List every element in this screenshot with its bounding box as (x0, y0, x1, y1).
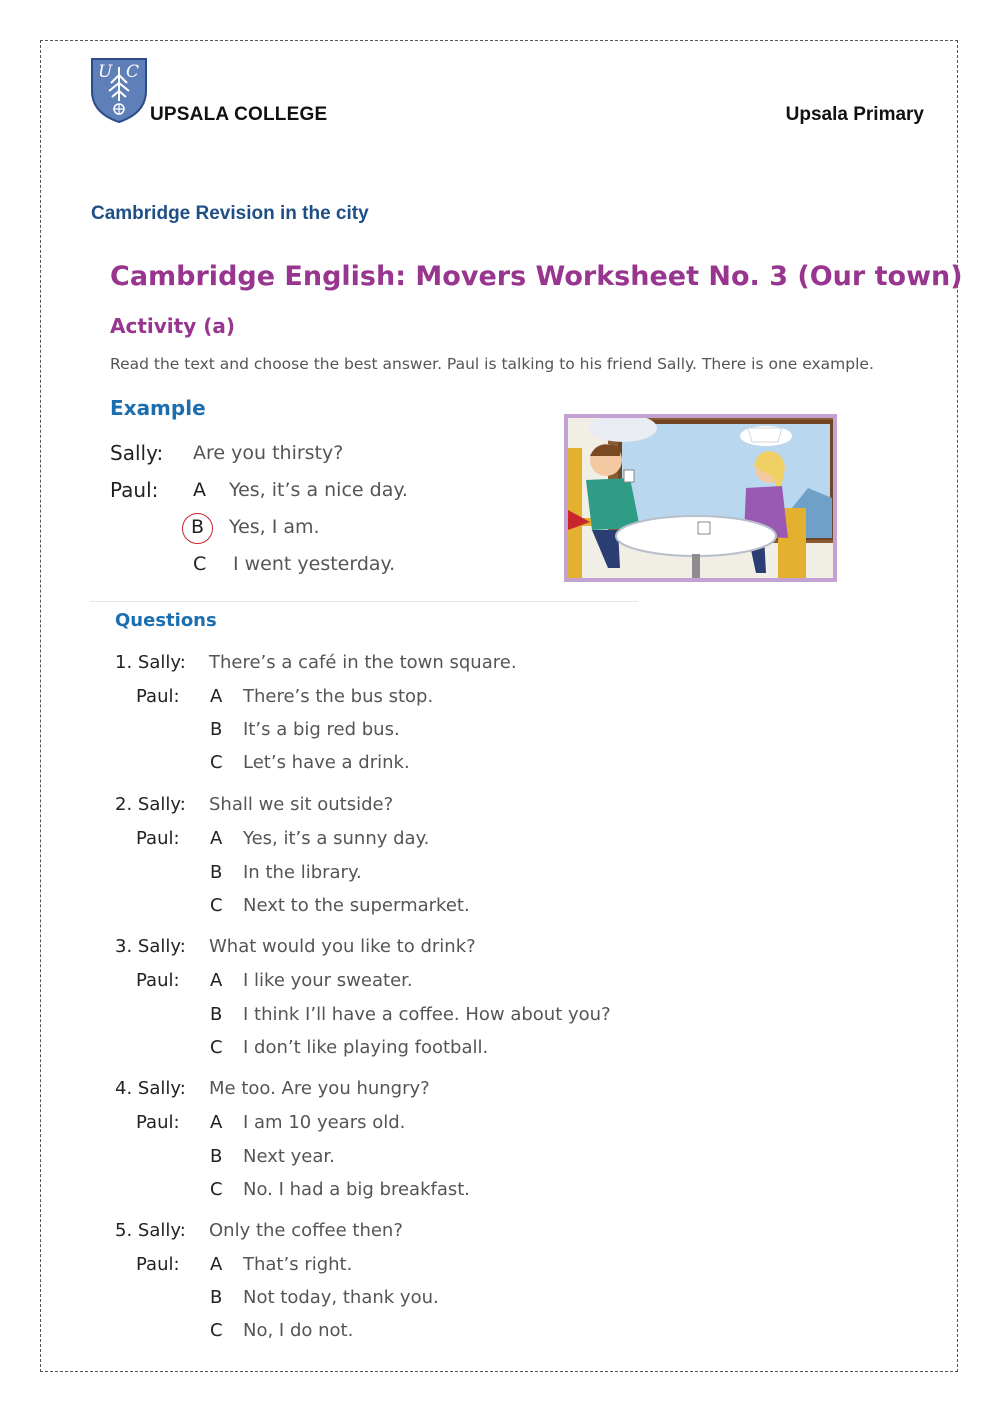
option-letter: B (210, 1146, 223, 1167)
section-divider (90, 601, 638, 602)
option-text: Next to the supermarket. (243, 895, 470, 916)
question-text: There’s a café in the town square. (209, 652, 517, 673)
question-text: Only the coffee then? (209, 1220, 403, 1241)
option-text: No, I do not. (243, 1320, 354, 1341)
example-option-letter: A (193, 479, 206, 501)
option-text: I like your sweater. (243, 970, 413, 991)
question-speaker: Paul: (136, 1254, 180, 1275)
crest-icon (90, 57, 148, 123)
example-speaker-paul: Paul: (110, 478, 159, 502)
question-label: 1. Sally: (115, 652, 186, 673)
option-text: In the library. (243, 862, 362, 883)
option-text: I am 10 years old. (243, 1112, 406, 1133)
svg-text:U: U (98, 62, 113, 82)
questions-heading: Questions (115, 610, 217, 631)
option-text: I don’t like playing football. (243, 1037, 489, 1058)
option-text: It’s a big red bus. (243, 719, 400, 740)
question-speaker: Paul: (136, 970, 180, 991)
option-letter: C (210, 1179, 223, 1200)
option-letter: A (210, 828, 223, 849)
example-option-text: Yes, I am. (229, 516, 320, 538)
option-text: Not today, thank you. (243, 1287, 439, 1308)
college-name: UPSALA COLLEGE (150, 104, 328, 125)
question-text: Shall we sit outside? (209, 794, 394, 815)
option-text: No. I had a big breakfast. (243, 1179, 471, 1200)
example-heading: Example (110, 396, 206, 420)
revision-title: Cambridge Revision in the city (91, 203, 369, 224)
question-speaker: Paul: (136, 686, 180, 707)
example-option-letter: B (191, 516, 205, 538)
cafe-scene-illustration (564, 414, 837, 582)
instructions: Read the text and choose the best answer. Paul is talking to his friend Sally. There is one example. (110, 355, 874, 373)
option-letter: B (210, 1004, 223, 1025)
option-letter: C (210, 1320, 223, 1341)
example-option-text: I went yesterday. (233, 553, 396, 575)
question-speaker: Paul: (136, 828, 180, 849)
activity-heading: Activity (a) (110, 314, 235, 338)
question-label: 4. Sally: (115, 1078, 186, 1099)
example-option-text: Yes, it’s a nice day. (229, 479, 408, 501)
option-letter: A (210, 970, 223, 991)
option-text: I think I’ll have a coffee. How about you? (243, 1004, 611, 1025)
example-option-letter: C (193, 553, 207, 575)
question-label: 5. Sally: (115, 1220, 186, 1241)
svg-text:C: C (126, 62, 140, 82)
option-text: That’s right. (243, 1254, 353, 1275)
option-text: Let’s have a drink. (243, 752, 410, 773)
section-name: Upsala Primary (785, 104, 924, 125)
question-label: 2. Sally: (115, 794, 186, 815)
option-letter: B (210, 1287, 223, 1308)
question-label: 3. Sally: (115, 936, 186, 957)
option-letter: A (210, 686, 223, 707)
example-question: Are you thirsty? (193, 442, 344, 464)
question-text: Me too. Are you hungry? (209, 1078, 430, 1099)
question-text: What would you like to drink? (209, 936, 476, 957)
option-text: There’s the bus stop. (243, 686, 434, 707)
option-letter: C (210, 1037, 223, 1058)
question-speaker: Paul: (136, 1112, 180, 1133)
option-letter: B (210, 862, 223, 883)
option-letter: C (210, 752, 223, 773)
option-text: Yes, it’s a sunny day. (243, 828, 430, 849)
option-text: Next year. (243, 1146, 335, 1167)
option-letter: B (210, 719, 223, 740)
example-speaker-sally: Sally: (110, 441, 164, 465)
option-letter: A (210, 1254, 223, 1275)
option-letter: A (210, 1112, 223, 1133)
worksheet-title: Cambridge English: Movers Worksheet No. 3 (Our town) (110, 261, 963, 292)
option-letter: C (210, 895, 223, 916)
